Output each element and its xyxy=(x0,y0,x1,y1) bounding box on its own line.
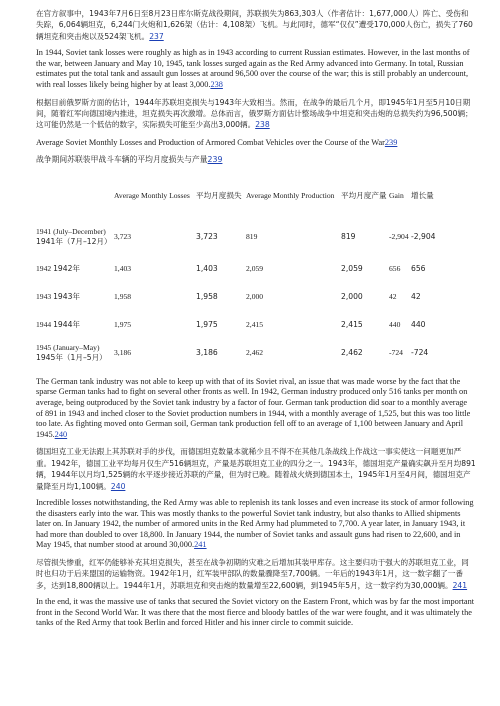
paragraph-1944-losses-zh xyxy=(36,97,476,131)
header-avg-losses-en: Average Monthly Losses xyxy=(114,191,190,201)
footnote-link-237[interactable]: 237 xyxy=(149,31,164,41)
cell-losses-en: 1,958 xyxy=(114,292,132,302)
cell-production-en: 819 xyxy=(246,232,258,242)
paragraph-text: In 1944, Soviet tank losses were roughly as high as in 1943 according to current Russian estimates. However, in the last months of the war, between January and May 10, 1945, tank losses surged again as the Red Army advanced into Germany. In total, Russian estimates put the total tank and assault gun losses at around 96,500 over the course of the war; this is still probably an undercount, with real losses likely being higher by at least 3,000. xyxy=(36,48,470,89)
cell-gain-en: 656 xyxy=(389,264,401,274)
cell-losses-zh: 3,186 xyxy=(196,347,218,357)
cell-losses-en: 3,186 xyxy=(114,348,132,358)
footnote-link-239[interactable]: 239 xyxy=(207,154,223,164)
cell-losses-en: 3,723 xyxy=(114,232,132,242)
cell-gain-en: 440 xyxy=(389,320,401,330)
cell-losses-zh: 1,958 xyxy=(196,291,218,301)
paragraph-1944-losses-en xyxy=(36,48,476,90)
table-title-text: 战争期间苏联装甲战斗车辆的平均月度损失与产量 xyxy=(36,154,208,164)
cell-losses-en: 1,403 xyxy=(114,264,132,274)
paragraph-text: 尽管损失惨重，红军仍能够补充其坦克损失，甚至在战争初期的灾难之后增加其装甲库存。这主要归功于强大的苏联坦克工业，同时也归功于后来盟国的运输物资。1942年1月，红军装甲部队的数量骤降至7,700辆。一年后的1943年1月，这一数字翻了一番多，达到18,800辆以上。1944年1月，苏联坦克和突击炮的数量增至22,600辆，到1945年5月，这一数字约为30,000辆。 xyxy=(36,557,469,590)
cell-losses-zh: 1,975 xyxy=(196,319,218,329)
cell-period-en xyxy=(36,283,114,311)
cell-text-zh: 1942年 xyxy=(53,263,81,273)
footnote-link-241[interactable]: 241 xyxy=(194,540,207,550)
paragraph-replenish-en xyxy=(36,498,476,551)
cell-production-zh: 2,415 xyxy=(341,319,363,329)
document-page xyxy=(36,8,476,635)
paragraph-german-industry-en xyxy=(36,377,476,441)
cell-period-en xyxy=(36,311,114,339)
paragraph-kursk-zh xyxy=(36,8,476,42)
paragraph-text: In the end, it was the massive use of tanks that secured the Soviet victory on the Eastern Front, which was by far the most important front in the Second World War. It was there that the most fierce and bloody battles of the war were fought, and it was ultimately the tanks of the Red Army that took Berlin and forced Hitler and his inner circle to commit suicide. xyxy=(36,597,475,628)
cell-gain-en: 42 xyxy=(389,292,397,302)
cell-losses-en: 1,975 xyxy=(114,320,132,330)
paragraph-german-industry-zh xyxy=(36,446,476,492)
cell-period-en xyxy=(36,339,114,367)
cell-gain-zh: -724 xyxy=(411,347,429,357)
cell-gain-zh: 656 xyxy=(411,263,426,273)
footnote-link-240[interactable]: 240 xyxy=(110,481,126,491)
losses-production-table xyxy=(36,173,466,367)
cell-production-zh: 2,462 xyxy=(341,347,363,357)
cell-production-zh: 2,000 xyxy=(341,291,363,301)
cell-gain-zh: -2,904 xyxy=(411,231,436,241)
cell-text-zh: 1944年 xyxy=(53,319,81,329)
table-row xyxy=(36,219,466,255)
cell-text-zh: 1943年 xyxy=(53,291,81,301)
header-avg-losses-zh: 平均月度损失 xyxy=(196,190,242,200)
table-row xyxy=(36,339,466,367)
header-gain-zh: 增长量 xyxy=(411,190,434,200)
cell-production-en: 2,415 xyxy=(246,320,264,330)
paragraph-replenish-zh xyxy=(36,557,476,591)
paragraph-text: The German tank industry was not able to keep up with that of its Soviet rival, an issue that was made worse by the fact that the sparse German tanks had to fight on several other fronts as well. In 1942, German industry produced only 516 tanks per month on average, being outproduced by the Soviet tank industry by a factor of four. German tank production did soar to a monthly average of 891 in 1943 and inched closer to the Soviet production numbers in 1944, with a monthly average of 1,525, but this was too little too late. As fighting moved onto German soil, German tank production fell off to an average of 1,100 between January and April 1945. xyxy=(36,376,471,439)
cell-production-en: 2,000 xyxy=(246,292,264,302)
cell-production-en: 2,462 xyxy=(246,348,264,358)
cell-text: 1942 xyxy=(36,263,52,273)
table-title-text: Average Soviet Monthly Losses and Production of Armored Combat Vehicles over the Course of the War xyxy=(36,137,385,147)
table-row xyxy=(36,311,466,339)
cell-text: 1943 xyxy=(36,291,52,301)
cell-period-en xyxy=(36,219,114,255)
footnote-link-240[interactable]: 240 xyxy=(54,429,68,439)
cell-production-zh: 2,059 xyxy=(341,263,363,273)
cell-losses-zh: 1,403 xyxy=(196,263,218,273)
paragraph-text: 在官方叙事中，1943年7月6日至8月23日库尔斯克战役期间，苏联损失为863,303人（作者估计：1,677,000人）阵亡、受伤和失踪，6,064辆坦克，6,244门火炮和1,626架（估计：4,108架）飞机。与此同时，德军“仅仅”遭受170,000人伤亡，损失了760辆坦克和突击炮以及524架飞机。 xyxy=(36,9,473,41)
table-title-zh xyxy=(36,154,476,165)
footnote-link-239[interactable]: 239 xyxy=(384,137,398,147)
cell-gain-en: -724 xyxy=(389,348,403,358)
table-title-en xyxy=(36,137,476,148)
cell-text: 1944 xyxy=(36,319,52,329)
header-avg-production-en: Average Monthly Production xyxy=(246,191,335,201)
cell-gain-en: -2,904 xyxy=(389,232,409,242)
paragraph-conclusion-en xyxy=(36,597,476,629)
table-row xyxy=(36,283,466,311)
footnote-link-238[interactable]: 238 xyxy=(255,120,270,130)
header-gain-en: Gain xyxy=(389,191,404,201)
cell-gain-zh: 42 xyxy=(411,291,421,301)
paragraph-text: Incredible losses notwithstanding, the Red Army was able to replenish its tank losses and even increase its stock of armor following the disasters early into the war. This was mostly thanks to the powerful Soviet tank industry, but also thanks to Allied shipments later on. In January 1942, the number of armored units in the Red Army had plummeted to 7,700. A year later, in January 1943, it had more than doubled to over 18,800. In January 1944, the number of Soviet tanks and assault guns had risen to 22,600, and in May 1945, that number stood at around 30,000. xyxy=(36,498,474,550)
cell-text: 1941 (July–December) xyxy=(36,227,106,237)
cell-text-zh: 1945年（1月–5月） xyxy=(36,352,107,362)
cell-gain-zh: 440 xyxy=(411,319,426,329)
cell-production-en: 2,059 xyxy=(246,264,264,274)
cell-period-en xyxy=(36,255,114,283)
table-header-row xyxy=(36,173,466,219)
cell-production-zh: 819 xyxy=(341,231,356,241)
footnote-link-238[interactable]: 238 xyxy=(210,80,223,89)
footnote-link-241[interactable]: 241 xyxy=(452,580,468,590)
cell-text: 1945 (January–May) xyxy=(36,343,100,353)
table-row xyxy=(36,255,466,283)
cell-losses-zh: 3,723 xyxy=(196,231,218,241)
header-period xyxy=(36,173,114,219)
paragraph-text: 德国坦克工业无法跟上其苏联对手的步伐，而德国坦克数量本就稀少且不得不在其他几条战线上作战这一事实使这一问题更加严重。1942年，德国工业平均每月仅生产516辆坦克，产量是苏联坦克工业的四分之一。1943年，德国坦克产量确实飙升至月均891辆，1944年以月均1,525辆的水平逐步接近苏联的产量，但为时已晚。随着战火烧到德国本土，1945年1月至4月间，德国坦克产量降至月均1,100辆。 xyxy=(36,447,476,491)
paragraph-text: 根据目前俄罗斯方面的估计，1944年苏联坦克损失与1943年大致相当。然而，在战争的最后几个月，即1945年1月至5月10日期间，随着红军向德国境内推进，坦克损失再次激增。总体而言，俄罗斯方面估计整场战争中坦克和突击炮的总损失约为96,500辆；这可能仍然是一个低估的数字，实际损失可能至少高出3,000辆。 xyxy=(36,97,473,130)
header-avg-production-zh: 平均月度产量 xyxy=(341,190,387,200)
cell-text-zh: 1941年（7月–12月） xyxy=(36,236,112,246)
